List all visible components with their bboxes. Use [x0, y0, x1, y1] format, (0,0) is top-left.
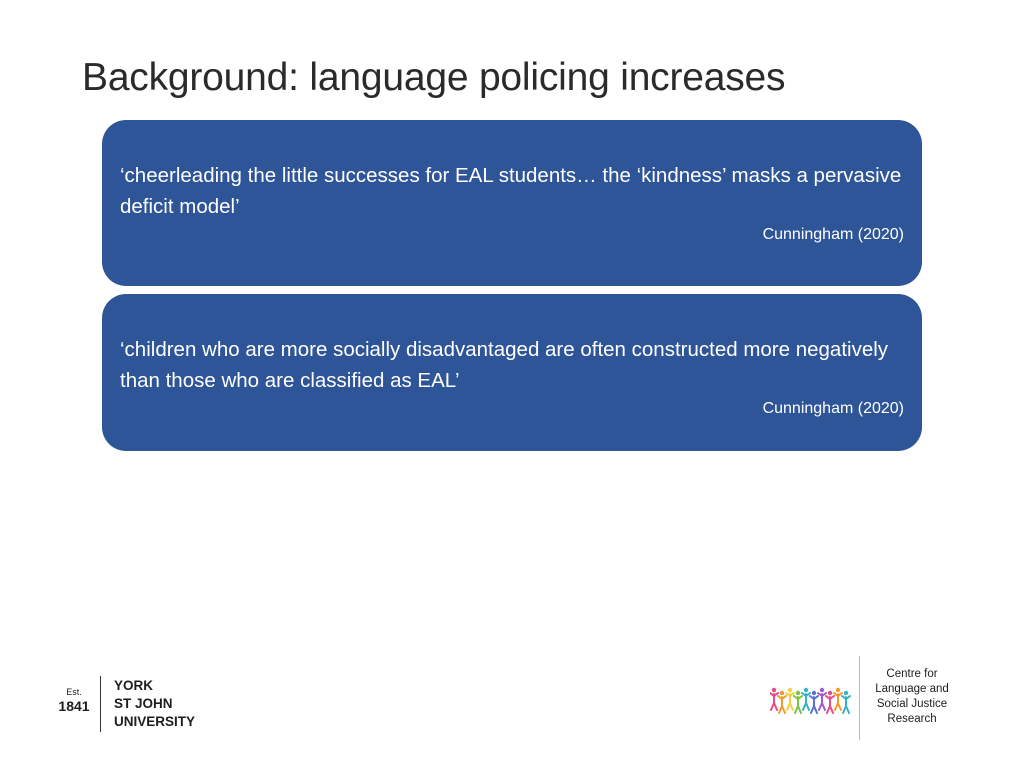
centre-name-line: Language and [875, 683, 949, 695]
university-name-line: UNIVERSITY [114, 714, 196, 729]
quote-box-2 [102, 294, 922, 451]
quote-citation: Cunningham (2020) [762, 400, 904, 417]
jumping-figure-icon [786, 688, 794, 710]
university-name [114, 677, 195, 731]
centre-name-line: Centre for [886, 668, 938, 680]
centre-name [866, 667, 958, 727]
jumping-figure-icon [802, 688, 810, 710]
jumping-figure-icon [842, 691, 850, 713]
jumping-figure-icon [770, 688, 778, 710]
est-badge [56, 686, 92, 714]
jumping-people-icon [770, 684, 854, 714]
jumping-figure-icon [818, 688, 826, 710]
quote-citation: Cunningham (2020) [762, 226, 904, 243]
jumping-figure-icon [778, 691, 786, 713]
jumping-figure-icon [826, 691, 834, 713]
university-name-line: YORK [114, 678, 154, 693]
centre-name-line: Research [887, 713, 937, 725]
quote-text: ‘children who are more socially disadvantaged are often constructed more negatively than those who are classified as EAL’ [120, 338, 889, 392]
centre-name-line: Social Justice [876, 698, 948, 710]
quote-box-1 [102, 120, 922, 286]
logo-divider [100, 676, 101, 732]
university-name-line: ST JOHN [114, 696, 173, 711]
jumping-figure-icon [794, 691, 802, 713]
est-label: Est. [66, 687, 82, 697]
university-logo [56, 676, 216, 732]
quote-text: ‘cheerleading the little successes for EAL students… the ‘kindness’ masks a pervasive deficit model’ [120, 164, 902, 218]
slide-title: Background: language policing increases [82, 56, 786, 99]
centre-divider [859, 656, 860, 740]
jumping-figure-icon [810, 691, 818, 713]
est-year: 1841 [58, 698, 90, 714]
jumping-figure-icon [834, 688, 842, 710]
